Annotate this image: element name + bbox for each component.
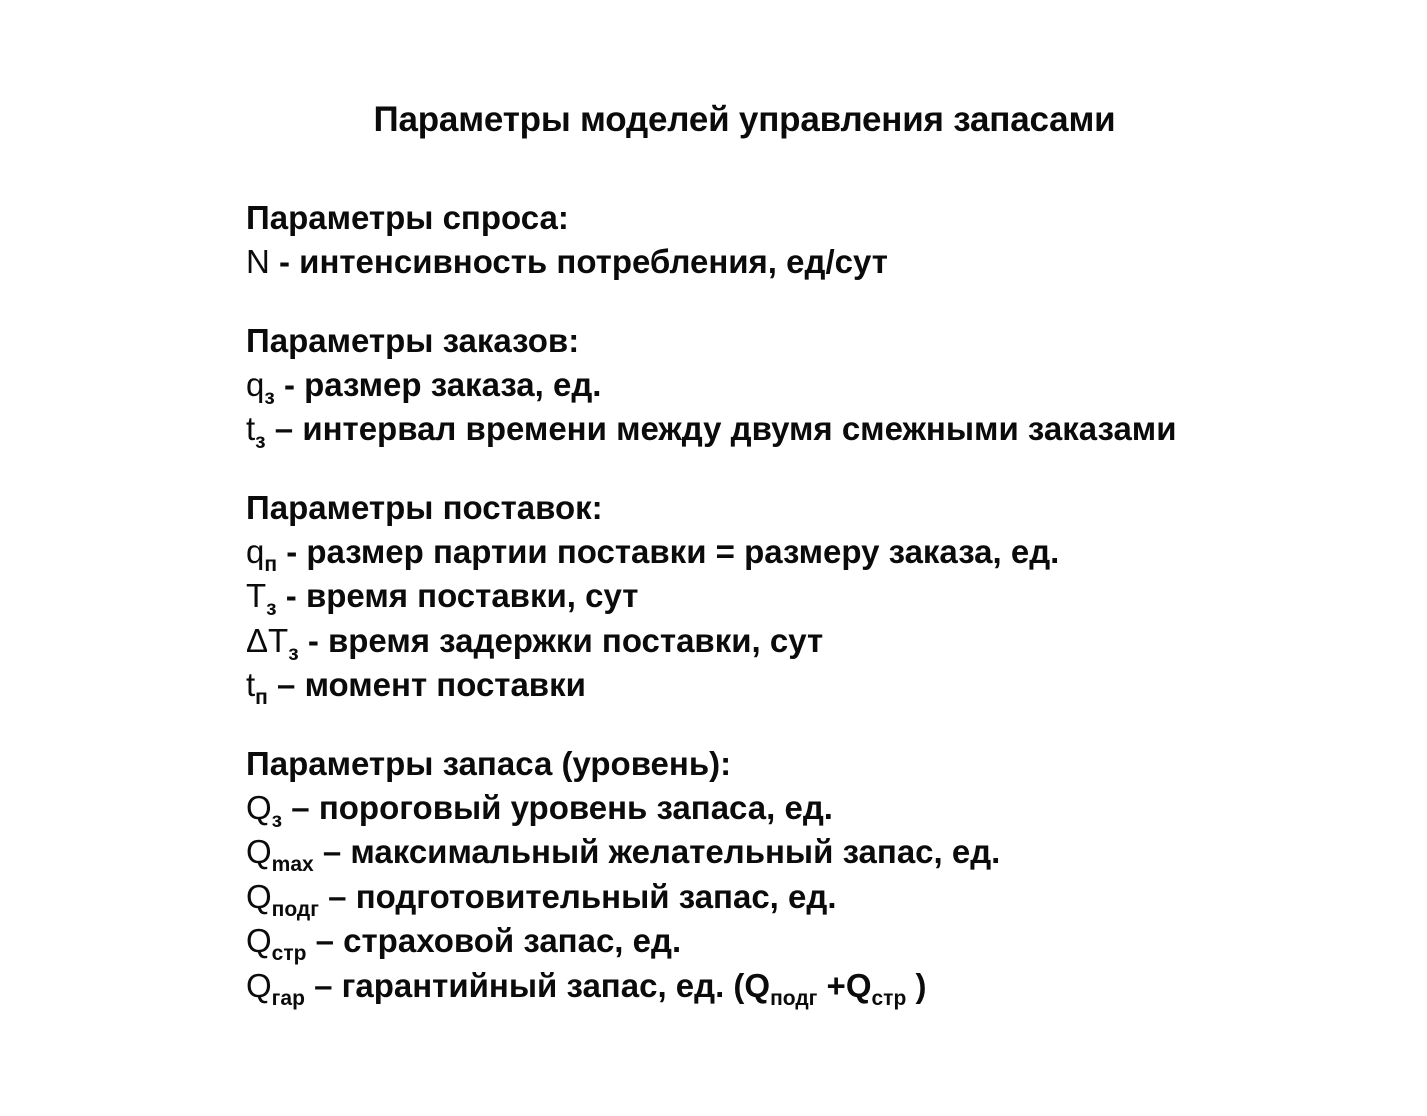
parameter-separator: - bbox=[298, 621, 328, 659]
parameter-symbol: t bbox=[246, 666, 256, 703]
page-title: Параметры моделей управления запасами bbox=[373, 100, 1116, 139]
parameter-section bbox=[246, 486, 1346, 708]
parameter-subscript: подг bbox=[271, 897, 319, 921]
parameter-subscript: стр bbox=[271, 942, 307, 965]
parameter-description: интервал времени между двумя смежными заказами bbox=[302, 410, 1177, 447]
parameter-line bbox=[246, 875, 1346, 920]
parameter-symbol: Q bbox=[246, 833, 272, 870]
parameter-description: размер партии поставки = размеру заказа, ед. bbox=[306, 532, 1060, 570]
parameter-line bbox=[246, 407, 1346, 452]
parameter-symbol: Q bbox=[246, 966, 272, 1004]
parameter-symbol: q bbox=[246, 532, 265, 570]
parameter-separator: - bbox=[277, 532, 307, 570]
parameter-line bbox=[246, 619, 1346, 664]
parameters-content bbox=[246, 196, 1346, 1042]
parameter-symbol: Q bbox=[246, 788, 272, 826]
parameter-symbol: t bbox=[246, 410, 256, 447]
parameter-subscript: з bbox=[255, 430, 266, 453]
parameter-line bbox=[246, 240, 1346, 285]
parameter-section bbox=[246, 196, 1346, 285]
parameter-description: пороговый уровень запаса, ед. bbox=[318, 788, 833, 826]
parameter-subscript: з bbox=[288, 641, 299, 665]
parameter-subscript: п bbox=[264, 552, 278, 576]
parameter-separator: – bbox=[304, 966, 342, 1004]
section-heading: Параметры заказов: bbox=[246, 321, 580, 359]
section-heading: Параметры поставок: bbox=[246, 488, 603, 526]
parameter-separator: – bbox=[313, 833, 351, 870]
parameter-section bbox=[246, 742, 1346, 1009]
parameter-subscript: гар bbox=[271, 986, 305, 1010]
parameter-section bbox=[246, 319, 1346, 452]
parameter-symbol: T bbox=[246, 577, 267, 614]
section-heading: Параметры запаса (уровень): bbox=[246, 744, 732, 782]
parameter-separator: - bbox=[276, 577, 306, 614]
parameter-line bbox=[246, 663, 1346, 708]
parameter-description: время задержки поставки, сут bbox=[327, 621, 824, 659]
parameter-description: момент поставки bbox=[304, 666, 586, 703]
parameter-separator: - bbox=[269, 243, 300, 280]
parameter-line bbox=[246, 919, 1346, 964]
parameter-description: гарантийный запас, ед. (Q bbox=[341, 966, 771, 1004]
section-heading: Параметры спроса: bbox=[246, 199, 569, 236]
parameter-symbol: ΔT bbox=[246, 621, 289, 659]
parameter-separator: – bbox=[267, 666, 305, 703]
parameter-separator: - bbox=[274, 365, 305, 403]
parameter-description: подготовительный запас, ед. bbox=[355, 877, 837, 915]
parameter-separator: – bbox=[318, 877, 356, 915]
parameter-symbol: N bbox=[246, 243, 270, 280]
parameter-line bbox=[246, 964, 1346, 1009]
parameter-description: размер заказа, ед. bbox=[304, 365, 602, 403]
parameter-symbol: Q bbox=[246, 877, 272, 915]
parameter-description: максимальный желательный запас, ед. bbox=[350, 833, 1001, 870]
parameter-description: время поставки, сут bbox=[305, 577, 639, 614]
parameter-subscript: з bbox=[264, 385, 275, 409]
parameter-symbol: Q bbox=[246, 922, 272, 959]
parameter-description: интенсивность потребления, ед/сут bbox=[299, 243, 888, 280]
parameter-line bbox=[246, 530, 1346, 575]
parameter-subscript: стр bbox=[871, 986, 907, 1010]
parameter-line bbox=[246, 574, 1346, 619]
parameter-line bbox=[246, 830, 1346, 875]
parameter-description: ) bbox=[906, 966, 927, 1004]
parameter-subscript: з bbox=[266, 597, 277, 620]
parameter-description: +Q bbox=[817, 966, 872, 1004]
parameter-description: страховой запас, ед. bbox=[343, 922, 682, 959]
parameter-line bbox=[246, 363, 1346, 408]
parameter-subscript: п bbox=[255, 686, 268, 709]
parameter-line bbox=[246, 786, 1346, 831]
parameter-subscript: max bbox=[271, 853, 314, 876]
parameter-subscript: подг bbox=[770, 986, 818, 1010]
parameter-separator: – bbox=[265, 410, 303, 447]
parameter-symbol: q bbox=[246, 365, 265, 403]
parameter-separator: – bbox=[282, 788, 319, 826]
parameter-separator: – bbox=[306, 922, 344, 959]
parameter-subscript: з bbox=[271, 808, 283, 832]
